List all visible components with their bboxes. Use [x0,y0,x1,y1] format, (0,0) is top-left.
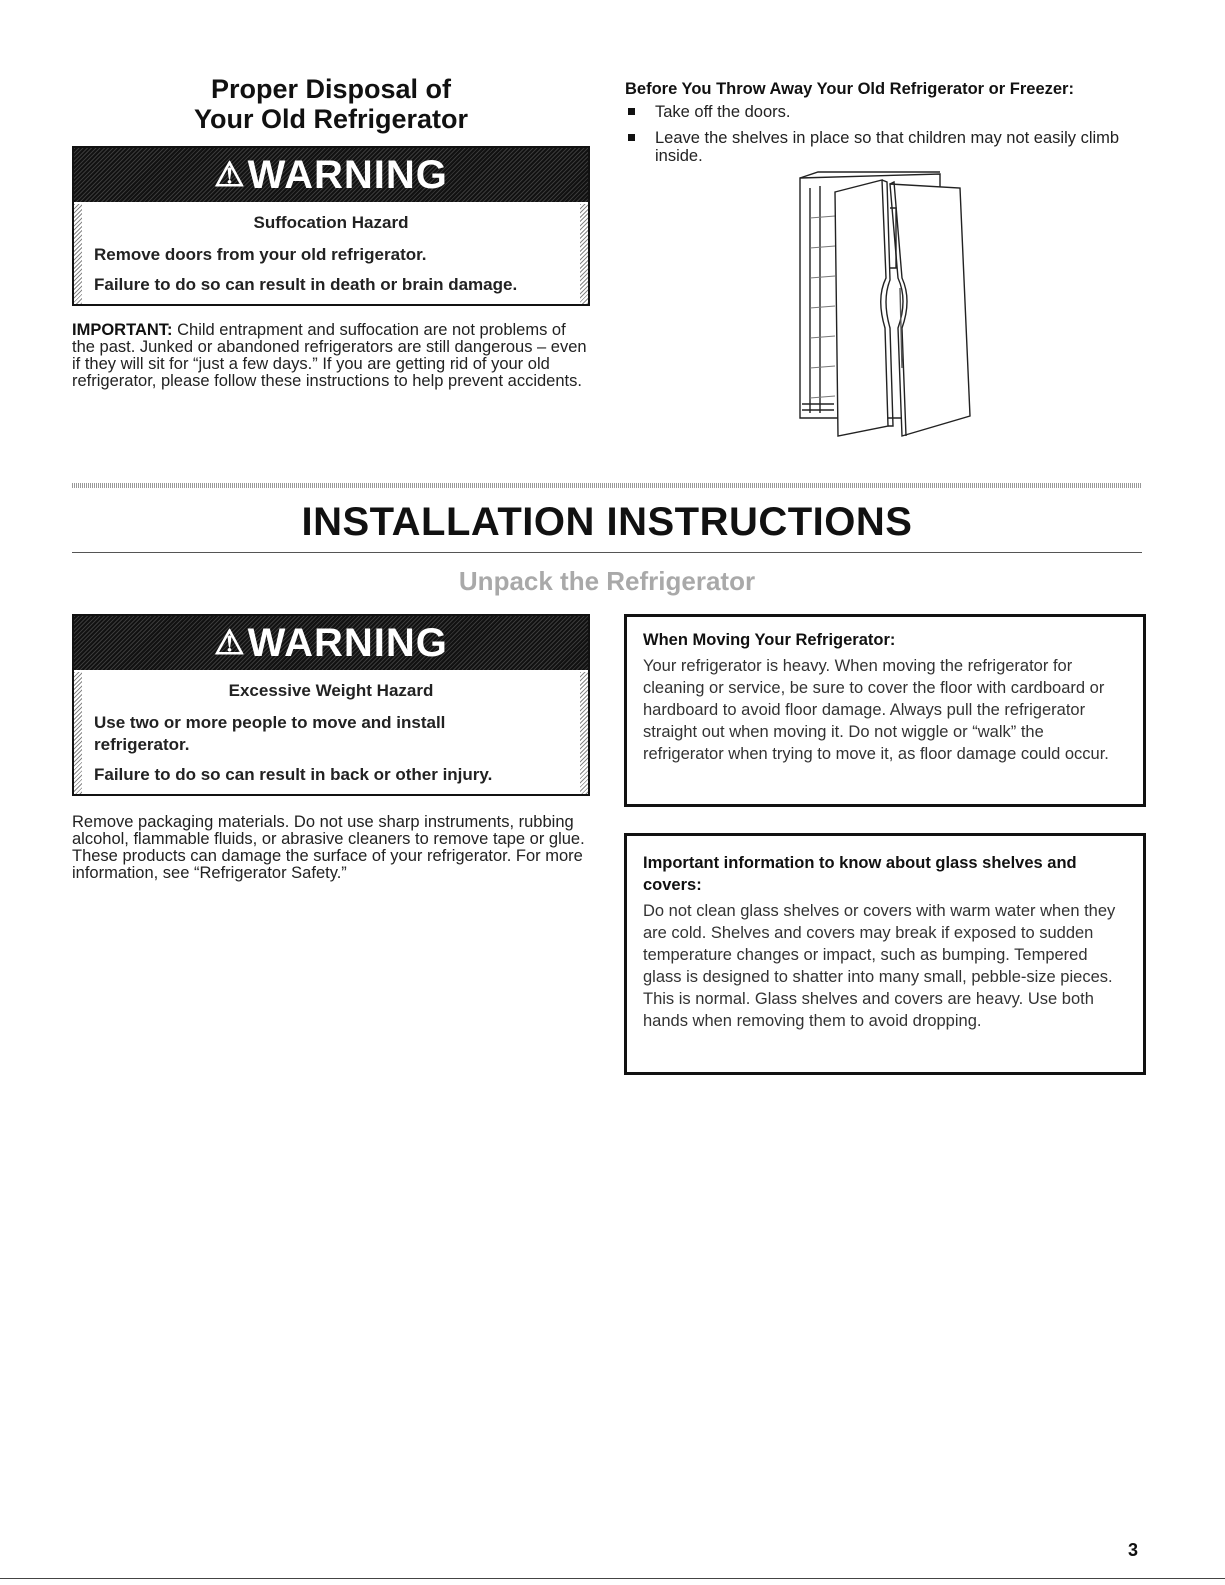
warning-shade-left [74,672,82,794]
moving-box-heading: When Moving Your Refrigerator: [643,631,896,649]
warning-label: WARNING [247,152,448,197]
warning-triangle-icon: ⚠ [214,624,246,662]
warning-shade-right [580,204,588,304]
bullet-square-icon [628,134,635,141]
disposal-title [72,74,590,134]
warning-header [74,148,588,202]
warning-header [74,616,588,670]
section-divider [72,483,1142,488]
moving-info-box [624,614,1146,807]
warning-label: WARNING [247,620,448,665]
bullet-square-icon [628,108,635,115]
remove-packaging-paragraph: Remove packaging materials. Do not use sharp instruments, rubbing alcohol, flammable fluids, or abrasive cleaners to remove tape or glue. These products can damage the surface of your refrigerator. For more information, see “Refrigerator Safety.” [72,813,585,882]
warning-line2: Failure to do so can result in back or other injury. [94,765,493,784]
warning-line2: Failure to do so can result in death or brain damage. [94,275,518,294]
unpack-subtitle: Unpack the Refrigerator [458,566,756,596]
moving-box-text: Your refrigerator is heavy. When moving the refrigerator for cleaning or service, be sure to cover the floor with cardboard or hardboard to avoid floor damage. Always pull the refrigerator straight out when moving it. Do not wiggle or “walk” the refrigerator when trying to move it, as floor damage could occur. [643,657,1109,763]
important-text: Child entrapment and suffocation are not problems of the past. Junked or abandoned refrigerators are still dangerous – even if they will sit for “just a few days.” If you are getting rid of your old refrigerator, please follow these instructions to help prevent accidents. [72,321,587,390]
warning-triangle-icon: ⚠ [214,156,246,194]
important-label: IMPORTANT: [72,321,173,339]
disposal-title-line1: Proper Disposal of [210,74,452,104]
glass-info-box [624,833,1146,1075]
weight-warning-box [72,614,590,796]
warning-line1: Use two or more people to move and install refrigerator. [94,713,446,754]
disposal-title-line2: Your Old Refrigerator [193,104,469,134]
important-paragraph [72,322,587,390]
glass-box-heading: Important information to know about glass shelves and covers: [643,854,1077,894]
warning-hazard: Suffocation Hazard [253,213,409,232]
list-item: Take off the doors. [625,103,1125,121]
title-rule [72,552,1142,553]
page-number: 3 [1128,1540,1139,1560]
warning-shade-right [580,672,588,794]
refrigerator-illustration [790,168,980,440]
glass-box-text: Do not clean glass shelves or covers with warm water when they are cold. Shelves and covers may break if exposed to sudden temperature changes or impact, such as bumping. Tempered glass is designed to shatter into many small, pebble-size pieces. This is normal. Glass shelves and covers are heavy. Use both hands when removing them to avoid dropping. [643,902,1116,1030]
suffocation-warning-box [72,146,590,306]
before-throw-heading: Before You Throw Away Your Old Refrigerator or Freezer: [625,80,1074,98]
list-item: Leave the shelves in place so that children may not easily climb inside. [625,129,1125,165]
installation-title: INSTALLATION INSTRUCTIONS [301,500,913,544]
bottom-rule [0,1578,1225,1579]
warning-hazard: Excessive Weight Hazard [228,681,434,700]
before-throw-bullets [625,103,1125,173]
warning-shade-left [74,204,82,304]
warning-line1: Remove doors from your old refrigerator. [94,245,427,264]
